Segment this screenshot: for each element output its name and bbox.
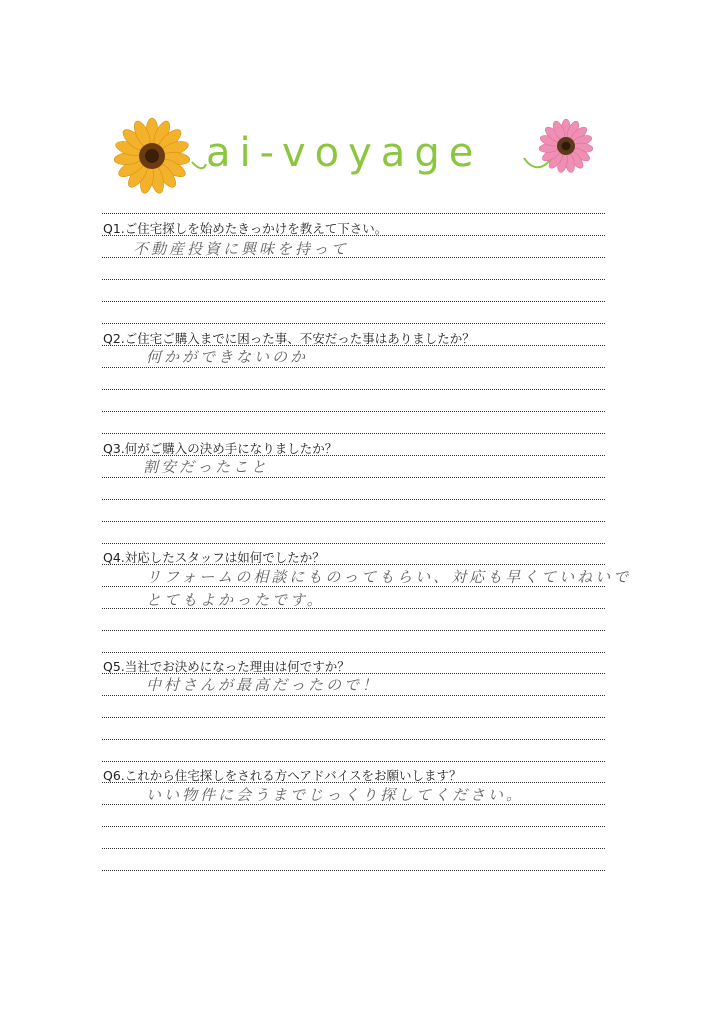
ruled-line <box>102 652 605 653</box>
answer-2-line-1: 何かができないのか <box>146 348 309 366</box>
question-6: Q6.これから住宅探しをされる方へアドバイスをお願いします？ <box>103 768 462 783</box>
ruled-line <box>102 586 605 587</box>
brand-logo-text: ai-voyage <box>206 130 483 176</box>
ruled-line <box>102 564 605 565</box>
ruled-line <box>102 804 605 805</box>
question-2: Q2.ご住宅ご購入までに困った事、不安だった事はありましたか？ <box>103 331 475 346</box>
ruled-line <box>102 235 605 236</box>
ruled-line <box>102 455 605 456</box>
question-3: Q3.何がご購入の決め手になりましたか？ <box>103 441 338 456</box>
answer-1-line-1: 不動産投資に興味を持って <box>133 240 350 258</box>
ruled-line <box>102 739 605 740</box>
question-4: Q4.対応したスタッフは如何でしたか？ <box>103 550 325 565</box>
ruled-line <box>102 477 605 478</box>
question-1: Q1.ご住宅探しを始めたきっかけを教えて下さい。 <box>103 221 388 236</box>
ruled-line <box>102 345 605 346</box>
ruled-line <box>102 411 605 412</box>
ruled-line <box>102 543 605 544</box>
answer-5-line-1: 中村さんが最高だったので！ <box>146 676 381 694</box>
ruled-line <box>102 870 605 871</box>
ruled-line <box>102 630 605 631</box>
ruled-line <box>102 213 605 214</box>
ruled-line <box>102 826 605 827</box>
ruled-line <box>102 521 605 522</box>
answer-3-line-1: 割安だったこと <box>143 458 270 476</box>
ruled-line <box>102 695 605 696</box>
ruled-line <box>102 389 605 390</box>
ruled-line <box>102 673 605 674</box>
ruled-line <box>102 433 605 434</box>
ruled-line <box>102 257 605 258</box>
answer-6-line-1: いい物件に会うまでじっくり探してください。 <box>146 786 525 804</box>
ruled-line <box>102 499 605 500</box>
ruled-line <box>102 782 605 783</box>
answer-4-line-1: リフォームの相談にものってもらい、対応も早くていねいで <box>146 568 632 586</box>
ruled-line <box>102 761 605 762</box>
ruled-line <box>102 301 605 302</box>
brand-header <box>104 118 604 190</box>
ruled-line <box>102 608 605 609</box>
ruled-line <box>102 323 605 324</box>
answer-4-line-2: とてもよかったです。 <box>146 591 325 609</box>
ruled-line <box>102 367 605 368</box>
question-5: Q5.当社でお決めになった理由は何ですか？ <box>103 659 350 674</box>
ruled-line <box>102 848 605 849</box>
ruled-line <box>102 717 605 718</box>
ruled-line <box>102 279 605 280</box>
